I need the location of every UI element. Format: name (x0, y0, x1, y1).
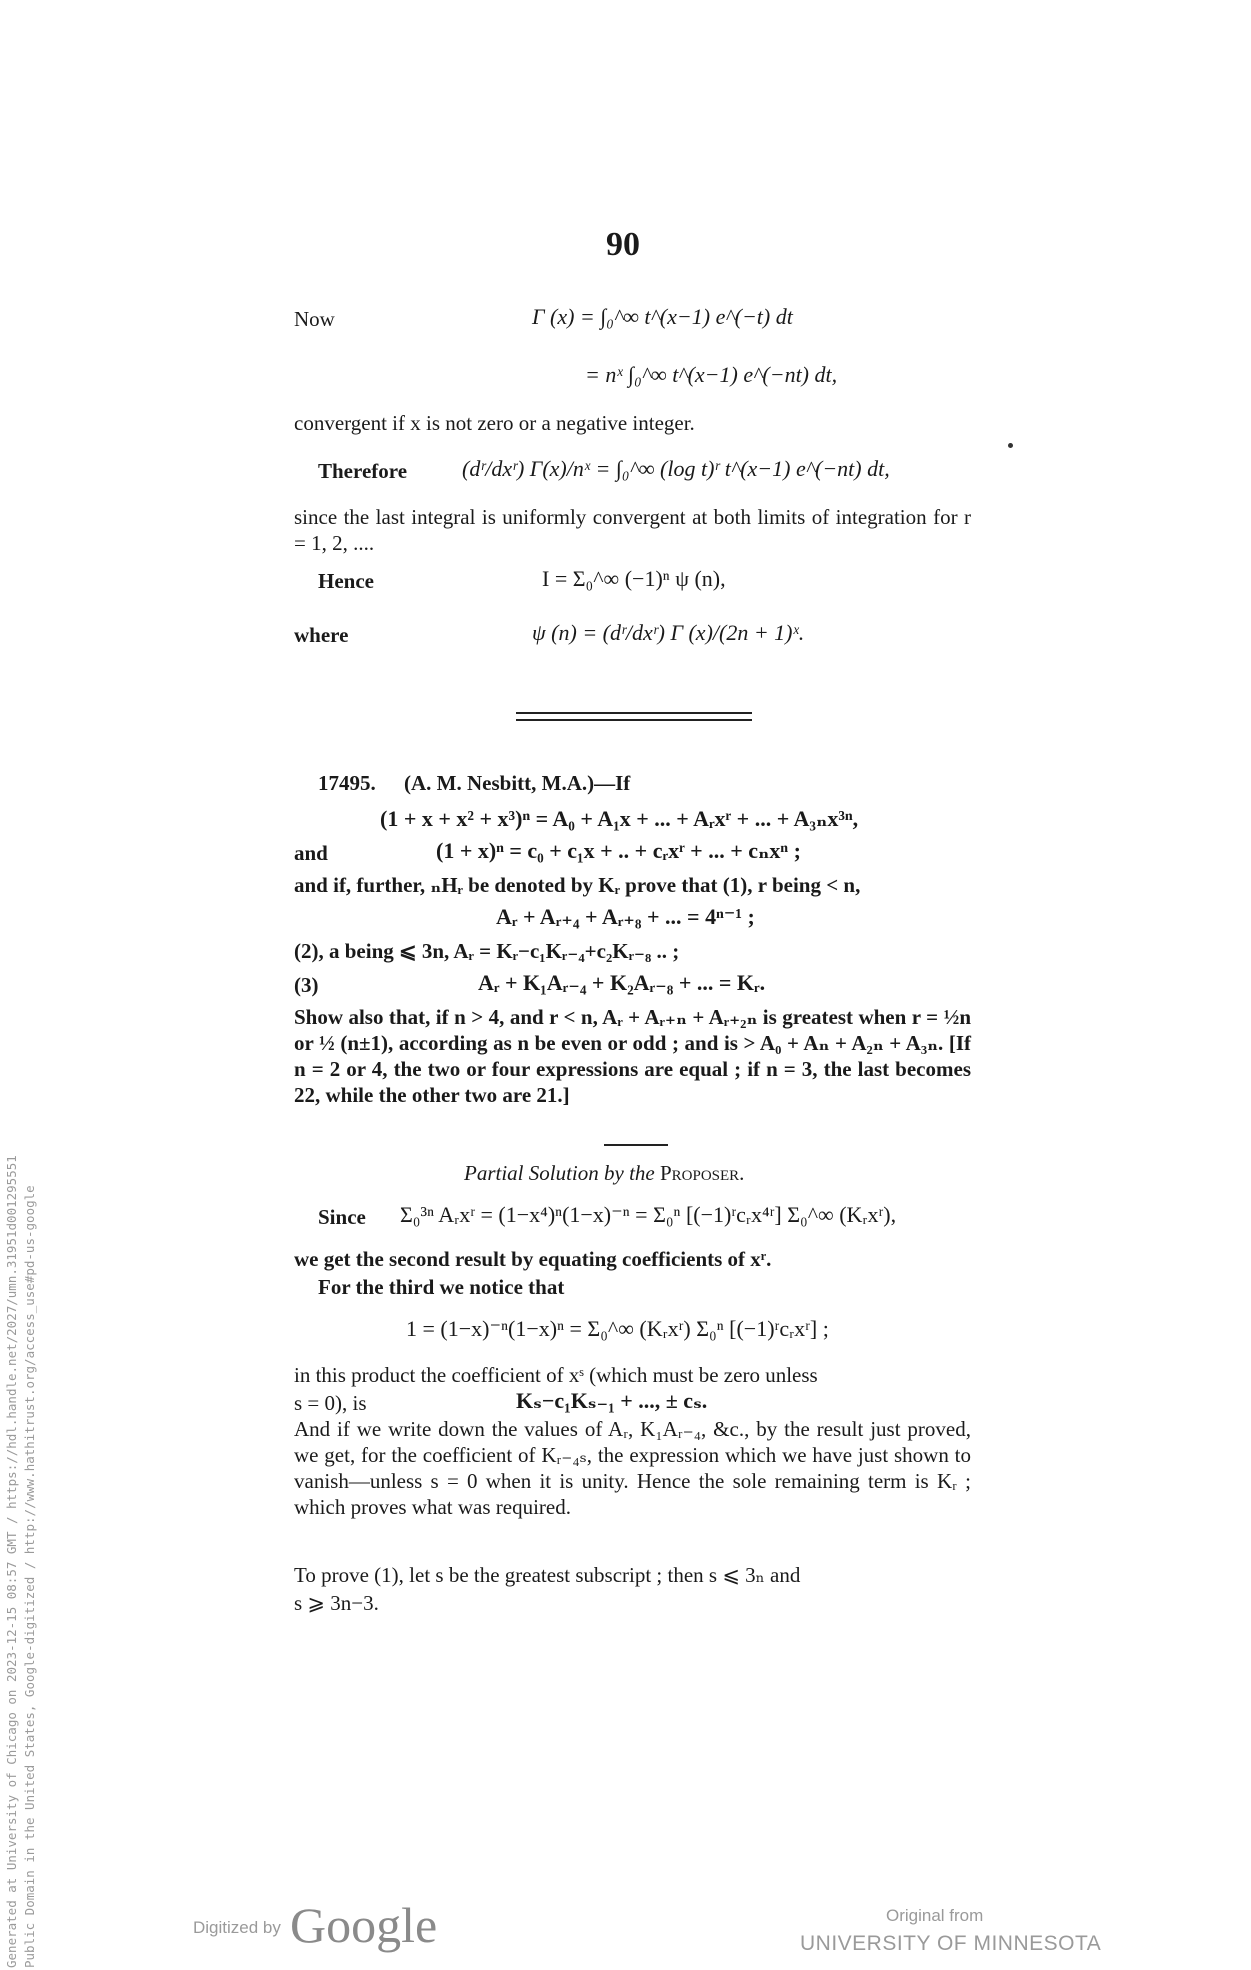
stray-dot (1008, 443, 1013, 448)
hence-equation: I = Σ₀^∞ (−1)ⁿ ψ (n), (542, 566, 726, 591)
part-2: (2), a being ⩽ 3n, Aᵣ = Kᵣ−c₁Kᵣ₋₄+c₂Kᵣ₋₈ .. ; (294, 939, 680, 963)
original-from-label: Original from (886, 1906, 984, 1925)
gamma-equation-1: Γ (x) = ∫₀^∞ t^(x−1) e^(−t) dt (532, 304, 793, 329)
and-label: and (294, 841, 328, 865)
problem-equation-3: Aᵣ + Aᵣ₊₄ + Aᵣ₊₈ + ... = 4ⁿ⁻¹ ; (496, 904, 755, 929)
third-equation: 1 = (1−x)⁻ⁿ(1−x)ⁿ = Σ₀^∞ (Kᵣxʳ) Σ₀ⁿ [(−1)ʳcᵣxʳ] ; (406, 1316, 829, 1341)
hathitrust-watermark (0, 0, 40, 1970)
s-equation: Kₛ−c₁Kₛ₋₁ + ..., ± cₛ. (516, 1388, 708, 1413)
digitized-by-label: Digitized by (193, 1918, 281, 1937)
convergent-statement: convergent if x is not zero or a negative integer. (294, 411, 695, 435)
prove-1-statement: To prove (1), let s be the greatest subscript ; then s ⩽ 3ₙ and (294, 1563, 801, 1587)
solution-rule (604, 1144, 668, 1146)
problem-equation-2: (1 + x)ⁿ = c₀ + c₁x + .. + cᵣxʳ + ... + cₙxⁿ ; (436, 838, 801, 863)
part-3-label: (3) (294, 973, 319, 997)
since-label: Since (318, 1205, 366, 1229)
now-label: Now (294, 307, 335, 331)
solution-heading (464, 1160, 744, 1186)
page-number: 90 (606, 226, 640, 263)
product-statement: in this product the coefficient of xˢ (which must be zero unless (294, 1363, 818, 1387)
second-result: we get the second result by equating coefficients of xʳ. (294, 1247, 772, 1271)
since-equation: Σ₀³ⁿ Aᵣxʳ = (1−x⁴)ⁿ(1−x)⁻ⁿ = Σ₀ⁿ [(−1)ʳcᵣx⁴ʳ] Σ₀^∞ (Kᵣxʳ), (400, 1202, 897, 1227)
watermark-line-1: Generated at University of Chicago on 2023-12-15 08:57 GMT / https://hdl.handle.net/2027/umn.31951d001295551 (4, 1155, 19, 1968)
therefore-label: Therefore (318, 459, 408, 483)
solution-heading-proposer: Proposer. (659, 1161, 745, 1185)
and-if-paragraph: And if we write down the values of Aᵣ, K₁Aᵣ₋₄, &c., by the result just proved, we get, for the coefficient of Kᵣ₋₄ₛ, the expression which we have just shown to vanish—unless s = 0 when it is unity. Hence the sole remaining term is Kᵣ ; which proves what was required. (294, 1417, 971, 1519)
problem-equation-1: (1 + x + x² + x³)ⁿ = A₀ + A₁x + ... + Aᵣxʳ + ... + A₃ₙx³ⁿ, (380, 806, 859, 831)
google-logo: Google (290, 1897, 438, 1953)
where-label: where (294, 623, 349, 647)
third-intro: For the third we notice that (318, 1275, 565, 1299)
since-paragraph: since the last integral is uniformly convergent at both limits of integration for r = 1, 2, .... (294, 505, 971, 555)
show-also-paragraph: Show also that, if n > 4, and r < n, Aᵣ + Aᵣ₊ₙ + Aᵣ₊₂ₙ is greatest when r = ½n or ½ (n±1), according as n be even or odd ; and is > A₀ + Aₙ + A₂ₙ + A₃ₙ. [If n = 2 or 4, the two or four expressions are equal ; if n = 3, the last becomes 22, while the other two are 21.] (294, 1005, 971, 1107)
watermark-line-2: Public Domain in the United States, Google-digitized / http://www.hathitrust.org/access_use#pd-us-google (22, 1185, 37, 1968)
hence-label: Hence (318, 569, 374, 593)
therefore-equation: (dʳ/dxʳ) Γ(x)/nˣ = ∫₀^∞ (log t)ʳ t^(x−1) e^(−nt) dt, (462, 456, 890, 481)
university-label: UNIVERSITY OF MINNESOTA (800, 1932, 1102, 1955)
s-zero: s = 0), is (294, 1391, 367, 1415)
where-equation: ψ (n) = (dʳ/dxʳ) Γ (x)/(2n + 1)ˣ. (532, 620, 805, 645)
further-statement: and if, further, ₙHᵣ be denoted by Kᵣ prove that (1), r being < n, (294, 873, 861, 897)
problem-number: 17495. (318, 771, 376, 795)
prove-1-continuation: s ⩾ 3n−3. (294, 1591, 379, 1615)
section-rule-bottom (516, 719, 752, 721)
gamma-equation-2: = nˣ ∫₀^∞ t^(x−1) e^(−nt) dt, (585, 362, 838, 387)
part-3-equation: Aᵣ + K₁Aᵣ₋₄ + K₂Aᵣ₋₈ + ... = Kᵣ. (478, 970, 766, 995)
section-rule-top (516, 712, 752, 714)
solution-heading-italic: Partial Solution by the (464, 1161, 655, 1185)
problem-author: (A. M. Nesbitt, M.A.)—If (404, 771, 631, 795)
